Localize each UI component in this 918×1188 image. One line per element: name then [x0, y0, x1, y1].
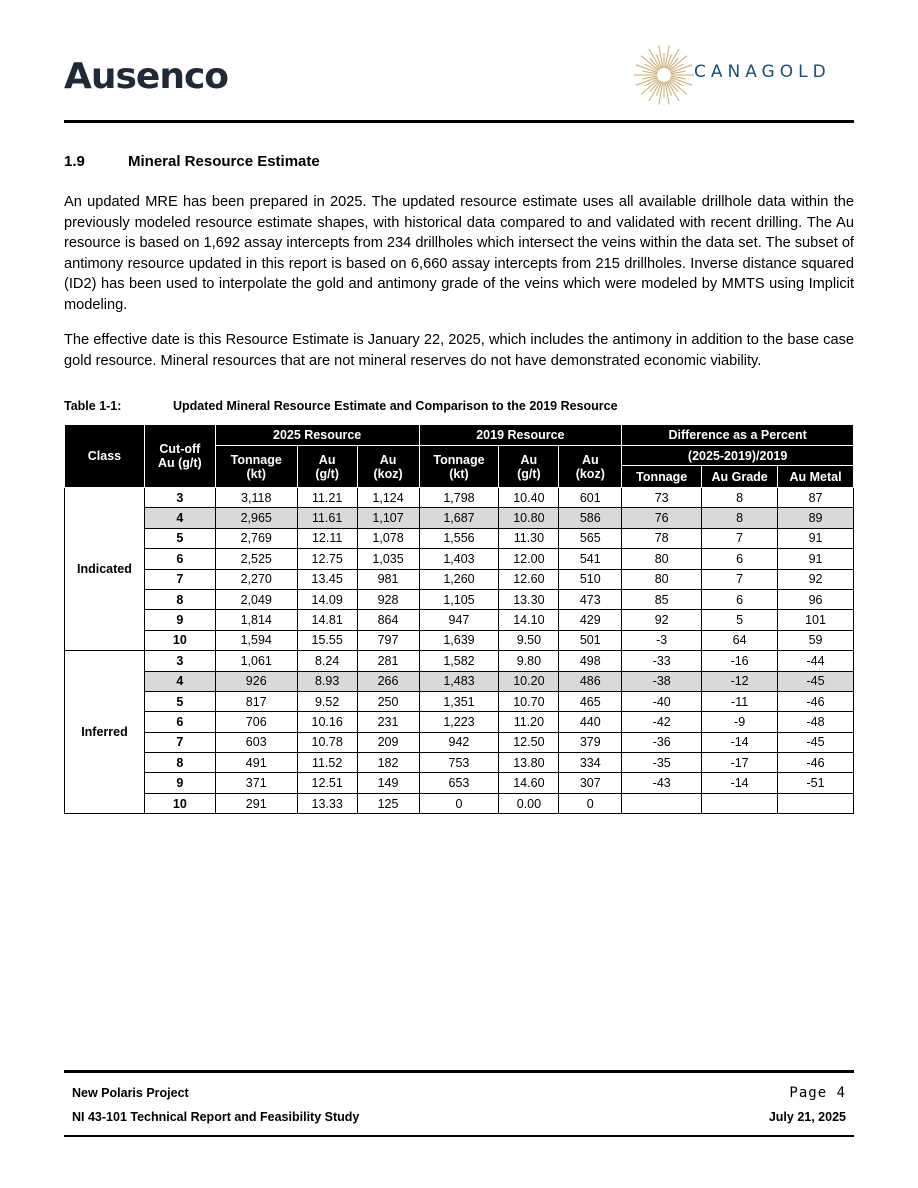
value-cell: 64 — [702, 630, 778, 650]
value-cell: 981 — [357, 569, 419, 589]
footer-rule-bottom — [64, 1135, 854, 1137]
value-cell: 11.20 — [499, 712, 559, 732]
header-difference: Difference as a Percent — [622, 425, 854, 446]
value-cell: 541 — [559, 549, 622, 569]
value-cell: 1,639 — [419, 630, 499, 650]
value-cell: 92 — [622, 610, 702, 630]
value-cell: 928 — [357, 589, 419, 609]
value-cell: 501 — [559, 630, 622, 650]
cutoff-cell: 3 — [144, 651, 215, 671]
value-cell: 10.80 — [499, 508, 559, 528]
value-cell: -48 — [778, 712, 854, 732]
table-row — [65, 488, 854, 508]
value-cell: 1,035 — [357, 549, 419, 569]
value-cell: -51 — [778, 773, 854, 793]
value-cell: 231 — [357, 712, 419, 732]
value-cell: -40 — [622, 691, 702, 711]
cutoff-cell: 6 — [144, 712, 215, 732]
value-cell: 12.60 — [499, 569, 559, 589]
value-cell: 1,483 — [419, 671, 499, 691]
value-cell: 10.20 — [499, 671, 559, 691]
header-tonnage-2025: Tonnage (kt) — [215, 446, 297, 488]
value-cell: 2,270 — [215, 569, 297, 589]
value-cell: 14.60 — [499, 773, 559, 793]
class-cell: Indicated — [65, 488, 145, 651]
value-cell: 12.00 — [499, 549, 559, 569]
table-row — [65, 753, 854, 773]
value-cell: 601 — [559, 488, 622, 508]
table-row — [65, 630, 854, 650]
value-cell: 440 — [559, 712, 622, 732]
header-au-grade-2025: Au (g/t) — [297, 446, 357, 488]
value-cell: 465 — [559, 691, 622, 711]
table-row — [65, 549, 854, 569]
value-cell: 473 — [559, 589, 622, 609]
value-cell: 14.10 — [499, 610, 559, 630]
header-au-koz-2025: Au (koz) — [357, 446, 419, 488]
header-au-koz-2019: Au (koz) — [559, 446, 622, 488]
value-cell: 1,260 — [419, 569, 499, 589]
value-cell: 149 — [357, 773, 419, 793]
value-cell: 12.51 — [297, 773, 357, 793]
ausenco-logo: Ausenco — [64, 56, 229, 97]
value-cell: 603 — [215, 732, 297, 752]
value-cell: 281 — [357, 651, 419, 671]
page-header — [64, 30, 854, 122]
table-row — [65, 528, 854, 548]
value-cell: 8.93 — [297, 671, 357, 691]
header-class: Class — [65, 425, 145, 488]
value-cell: 942 — [419, 732, 499, 752]
value-cell: 1,594 — [215, 630, 297, 650]
footer-project: New Polaris Project — [72, 1086, 189, 1100]
value-cell: 89 — [778, 508, 854, 528]
header-2019-resource: 2019 Resource — [419, 425, 622, 446]
value-cell: 2,525 — [215, 549, 297, 569]
table-row — [65, 712, 854, 732]
resource-table — [64, 424, 854, 814]
value-cell: 7 — [702, 569, 778, 589]
value-cell: 13.80 — [499, 753, 559, 773]
value-cell — [622, 793, 702, 813]
header-cutoff: Cut-off Au (g/t) — [144, 425, 215, 488]
value-cell: 429 — [559, 610, 622, 630]
value-cell: 0 — [559, 793, 622, 813]
value-cell: -35 — [622, 753, 702, 773]
cutoff-cell: 8 — [144, 589, 215, 609]
cutoff-cell: 7 — [144, 569, 215, 589]
value-cell: -14 — [702, 773, 778, 793]
value-cell: 10.70 — [499, 691, 559, 711]
value-cell: 586 — [559, 508, 622, 528]
value-cell: 2,769 — [215, 528, 297, 548]
value-cell: 817 — [215, 691, 297, 711]
table-row — [65, 671, 854, 691]
value-cell: 2,049 — [215, 589, 297, 609]
value-cell: 1,107 — [357, 508, 419, 528]
value-cell: 85 — [622, 589, 702, 609]
value-cell: 926 — [215, 671, 297, 691]
value-cell: 11.61 — [297, 508, 357, 528]
value-cell: 565 — [559, 528, 622, 548]
cutoff-cell: 9 — [144, 773, 215, 793]
canagold-logo: CANAGOLD — [634, 40, 844, 110]
value-cell: 11.21 — [297, 488, 357, 508]
cutoff-cell: 4 — [144, 671, 215, 691]
cutoff-cell: 3 — [144, 488, 215, 508]
table-row — [65, 732, 854, 752]
value-cell: 498 — [559, 651, 622, 671]
value-cell: 59 — [778, 630, 854, 650]
cutoff-cell: 5 — [144, 528, 215, 548]
resource-table-body — [65, 488, 854, 814]
value-cell: -36 — [622, 732, 702, 752]
cutoff-cell: 5 — [144, 691, 215, 711]
cutoff-cell: 8 — [144, 753, 215, 773]
value-cell: 379 — [559, 732, 622, 752]
value-cell: 76 — [622, 508, 702, 528]
value-cell: 0 — [419, 793, 499, 813]
cutoff-cell: 10 — [144, 630, 215, 650]
value-cell: 706 — [215, 712, 297, 732]
header-2025-resource: 2025 Resource — [215, 425, 419, 446]
value-cell — [778, 793, 854, 813]
value-cell: 96 — [778, 589, 854, 609]
header-difference-formula: (2025-2019)/2019 — [622, 446, 854, 466]
table-caption: Table 1-1: Updated Mineral Resource Estimate and Comparison to the 2019 Resource — [64, 399, 618, 413]
value-cell: 7 — [702, 528, 778, 548]
value-cell: 1,351 — [419, 691, 499, 711]
header-tonnage-2019: Tonnage (kt) — [419, 446, 499, 488]
sunburst-icon — [634, 40, 694, 110]
value-cell: -43 — [622, 773, 702, 793]
value-cell: 80 — [622, 549, 702, 569]
table-row — [65, 589, 854, 609]
value-cell: 1,687 — [419, 508, 499, 528]
value-cell: 797 — [357, 630, 419, 650]
value-cell: 753 — [419, 753, 499, 773]
value-cell: -17 — [702, 753, 778, 773]
value-cell: 8 — [702, 488, 778, 508]
value-cell: -46 — [778, 753, 854, 773]
value-cell: 250 — [357, 691, 419, 711]
value-cell: -46 — [778, 691, 854, 711]
value-cell: 1,556 — [419, 528, 499, 548]
value-cell: 0.00 — [499, 793, 559, 813]
table-row — [65, 651, 854, 671]
value-cell: 78 — [622, 528, 702, 548]
value-cell: 12.11 — [297, 528, 357, 548]
class-cell: Inferred — [65, 651, 145, 814]
footer-date: July 21, 2025 — [768, 1110, 846, 1124]
value-cell: -3 — [622, 630, 702, 650]
table-row — [65, 773, 854, 793]
value-cell: 12.50 — [499, 732, 559, 752]
cutoff-cell: 4 — [144, 508, 215, 528]
cutoff-cell: 10 — [144, 793, 215, 813]
value-cell: 73 — [622, 488, 702, 508]
value-cell: 12.75 — [297, 549, 357, 569]
value-cell: 2,965 — [215, 508, 297, 528]
footer-page-number: Page 4 — [789, 1085, 846, 1101]
value-cell: 125 — [357, 793, 419, 813]
value-cell: 92 — [778, 569, 854, 589]
value-cell: -45 — [778, 732, 854, 752]
value-cell: 11.52 — [297, 753, 357, 773]
value-cell: 1,124 — [357, 488, 419, 508]
value-cell: 1,798 — [419, 488, 499, 508]
value-cell — [702, 793, 778, 813]
header-diff-tonnage: Tonnage — [622, 466, 702, 488]
value-cell: -14 — [702, 732, 778, 752]
value-cell: 864 — [357, 610, 419, 630]
value-cell: -45 — [778, 671, 854, 691]
table-row — [65, 610, 854, 630]
value-cell: -44 — [778, 651, 854, 671]
value-cell: 9.50 — [499, 630, 559, 650]
value-cell: 947 — [419, 610, 499, 630]
value-cell: 371 — [215, 773, 297, 793]
value-cell: 1,403 — [419, 549, 499, 569]
value-cell: 13.45 — [297, 569, 357, 589]
table-row — [65, 793, 854, 813]
value-cell: 653 — [419, 773, 499, 793]
value-cell: 1,078 — [357, 528, 419, 548]
value-cell: 14.81 — [297, 610, 357, 630]
value-cell: -33 — [622, 651, 702, 671]
value-cell: 1,582 — [419, 651, 499, 671]
footer-report-title: NI 43-101 Technical Report and Feasibility Study — [72, 1110, 360, 1124]
footer-rule-top — [64, 1070, 854, 1073]
value-cell: 6 — [702, 589, 778, 609]
value-cell: 13.33 — [297, 793, 357, 813]
value-cell: 9.52 — [297, 691, 357, 711]
value-cell: 10.78 — [297, 732, 357, 752]
value-cell: 491 — [215, 753, 297, 773]
value-cell: 266 — [357, 671, 419, 691]
table-row — [65, 508, 854, 528]
value-cell: 510 — [559, 569, 622, 589]
cutoff-cell: 6 — [144, 549, 215, 569]
paragraph-effective-date: The effective date is this Resource Estimate is January 22, 2025, which includes the antimony in addition to the base case gold resource. Mineral resources that are not mineral reserves do not have demonstrated economic viability. — [64, 332, 854, 369]
table-row — [65, 691, 854, 711]
value-cell: 6 — [702, 549, 778, 569]
value-cell: 8.24 — [297, 651, 357, 671]
value-cell: 91 — [778, 549, 854, 569]
value-cell: 13.30 — [499, 589, 559, 609]
header-rule — [64, 120, 854, 123]
value-cell: 10.40 — [499, 488, 559, 508]
value-cell: 8 — [702, 508, 778, 528]
value-cell: 182 — [357, 753, 419, 773]
value-cell: 486 — [559, 671, 622, 691]
value-cell: 87 — [778, 488, 854, 508]
value-cell: 3,118 — [215, 488, 297, 508]
value-cell: 15.55 — [297, 630, 357, 650]
value-cell: 307 — [559, 773, 622, 793]
paragraph-mre-intro: An updated MRE has been prepared in 2025. The updated resource estimate uses all available drillhole data within the previously modeled resource estimate shapes, with historical data compared to and validated with recent drilling. The Au resource is based on 1,692 assay intercepts from 234 drillholes which intersect the veins within the data set. The subset of antimony resource updated in this report is based on 6,660 assay intercepts from 215 drillholes. Inverse distance squared (ID2) has been used to interpolate the gold and antimony grade of the veins which were modeled by MMTS using Implicit modeling. — [64, 194, 854, 313]
value-cell: 1,061 — [215, 651, 297, 671]
value-cell: -12 — [702, 671, 778, 691]
value-cell: -38 — [622, 671, 702, 691]
value-cell: 9.80 — [499, 651, 559, 671]
header-diff-grade: Au Grade — [702, 466, 778, 488]
value-cell: 209 — [357, 732, 419, 752]
value-cell: 101 — [778, 610, 854, 630]
value-cell: -9 — [702, 712, 778, 732]
table-row — [65, 569, 854, 589]
value-cell: 1,223 — [419, 712, 499, 732]
value-cell: 1,105 — [419, 589, 499, 609]
value-cell: -16 — [702, 651, 778, 671]
cutoff-cell: 7 — [144, 732, 215, 752]
value-cell: 10.16 — [297, 712, 357, 732]
header-diff-metal: Au Metal — [778, 466, 854, 488]
value-cell: 291 — [215, 793, 297, 813]
header-au-grade-2019: Au (g/t) — [499, 446, 559, 488]
value-cell: 14.09 — [297, 589, 357, 609]
value-cell: 80 — [622, 569, 702, 589]
value-cell: -11 — [702, 691, 778, 711]
value-cell: 11.30 — [499, 528, 559, 548]
value-cell: -42 — [622, 712, 702, 732]
value-cell: 5 — [702, 610, 778, 630]
value-cell: 334 — [559, 753, 622, 773]
section-heading: 1.9 Mineral Resource Estimate — [64, 153, 320, 170]
value-cell: 1,814 — [215, 610, 297, 630]
value-cell: 91 — [778, 528, 854, 548]
cutoff-cell: 9 — [144, 610, 215, 630]
